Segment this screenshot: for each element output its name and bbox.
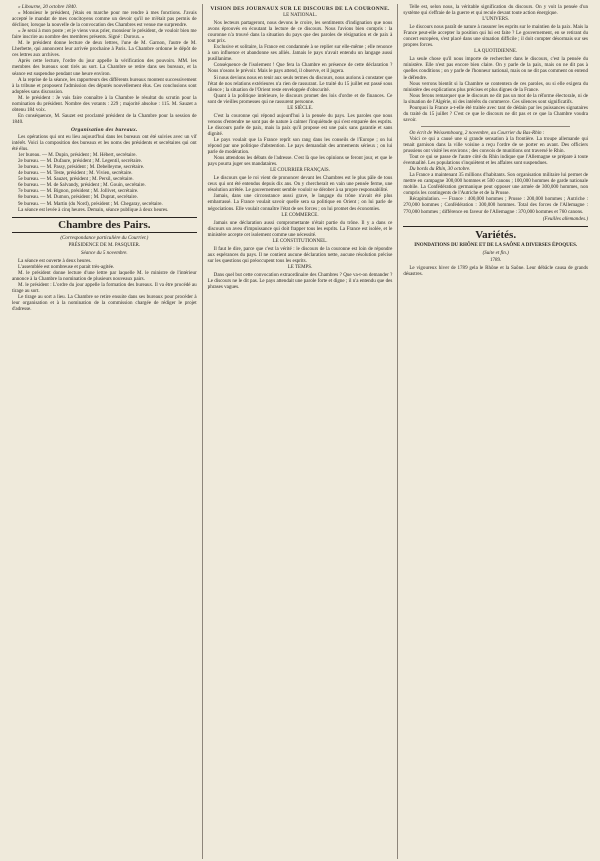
paragraph: Jamais, dans une circonstance aussi grave, le langage du trône n'avait été plus embarrassé. La France voulait savoir quelle sera sa politique en Orient ; on lui parle de négociations. Elle voulait connaître l'état de ses forces ; on lui promet des économies. (207, 193, 393, 212)
section-heading-bureaux: Organisation des bureaux. (71, 126, 138, 133)
chambre-subtitle: (Correspondance particulière du Courrier.) (60, 234, 149, 241)
paragraph: La séance est ouverte à deux heures. (18, 257, 92, 264)
section-heading-vision: VISION DES JOURNAUX SUR LE DISCOURS DE LA COURONNE. (210, 6, 390, 12)
paragraph: Quant à la politique intérieure, le discours promet des lois d'ordre et de finances. Ce sont de vieilles promesses qui ne rassurent personne. (207, 92, 393, 105)
paragraph: M. le président donne lecture d'une lettre par laquelle M. le ministre de l'intérieur annonce à la Chambre la nomination de plusieurs nouveaux pairs. (12, 269, 197, 282)
bureau-line: 9e bureau. — M. Martin (du Nord), président ; M. Chegaray, secrétaire. (18, 200, 163, 207)
newspaper-name: LE NATIONAL. (283, 13, 317, 19)
paragraph: Le pays voulait que la France reprît son rang dans les conseils de l'Europe ; on lui répond par une politique d'abstention. Le pays demandait des armements sérieux ; on lui parle de modération. (207, 136, 393, 156)
seance-date: Séance du 5 novembre. (81, 249, 128, 256)
paragraph: La seule chose qu'il nous importe de rechercher dans le discours, c'est la pensée du ministère. Elle n'est pas encore bien claire. On y parle de la paix, mais on ne dit pas à quelles conditions ; on y parle de l'honneur national, mais on ne dit pas comment on entend le défendre. (403, 56, 589, 81)
paragraph: C'est la couronne qui répond aujourd'hui à la pensée du pays. Les paroles que nous venons d'entendre ne sont pas de nature à calmer l'inquiétude qui s'est emparée des esprits. Le discours parle de paix, mais la paix qu'il propose est une paix sans garantie et sans dignité. (207, 112, 393, 137)
chambre-des-pairs-title: Chambre des Pairs. (12, 217, 197, 233)
divider (421, 126, 570, 127)
varietes-subtitle: INONDATIONS DU RHÔNE ET DE LA SAÔNE A DIVERSES ÉPOQUES. (414, 242, 578, 248)
paragraph: Voici ce qui a causé une si grande sensation à la frontière. La troupe allemande qui tenait garnison dans la ville voisine a reçu l'ordre de se porter en avant. Des officiers prussiens ont visité les environs ; des convois de munitions ont traversé le Rhin. (403, 135, 589, 155)
newspaper-name: LE SIÈCLE. (287, 105, 313, 111)
letter-dateline: « Libourne, 20 octobre 1840. (18, 4, 77, 10)
paragraph: M. le président : L'ordre du jour appelle la formation des bureaux. Il va être procédé au tirage au sort. (12, 281, 197, 294)
paragraph: Nous attendons les débats de l'adresse. C'est là que les opinions se feront jour, et que le pays pourra juger ses mandataires. (207, 155, 393, 168)
paragraph: Jamais une déclaration aussi compromettante n'était partie du trône. Il y a dans ce discours un aveu d'impuissance qui doit frapper tous les esprits. La France est isolée, et le ministère accepte cet isolement comme une nécessité. (207, 219, 393, 238)
paragraph: La France a maintenant 35 millions d'habitants. Son organisation militaire lui permet de mettre en campagne 300,000 hommes et 500 canons ; 100,000 hommes de garde nationale mobile. La Confédération germanique peut opposer une armée de 300,000 hommes, non compris les contingents de l'Autriche et de la Prusse. (403, 172, 589, 197)
paragraph: « Monsieur le président, j'étais en marche pour me rendre à mes fonctions. J'avais accepté le mandat de mes concitoyens comme un devoir qu'il ne m'était pas permis de décliner, lorsque la nouvelle de la convocation des Chambres est venue me surprendre. (12, 10, 197, 29)
paragraph: Le vigoureux hiver de 1789 gela le Rhône et la Saône. Leur débâcle causa de grands désastres. (403, 264, 589, 277)
paragraph: Le discours nous paraît de nature à rassurer les esprits sur le maintien de la paix. Mais la France peut-elle accepter la position qui lui est faite ? Le gouvernement, en se retirant du concert européen, s'est placé dans une situation difficile ; il doit compter désormais sur ses propres forces. (403, 24, 589, 49)
varietes-suite: (Suite et fin.) (482, 249, 509, 256)
paragraph: En conséquence, M. Sauzet est proclamé président de la Chambre pour la session de 1840. (12, 112, 197, 125)
column-3 (397, 4, 593, 859)
paragraph: M. le président : Je vais faire connaître à la Chambre le résultat du scrutin pour la nomination du président. Nombre des votants : 229 ; majorité absolue : 115. M. Sauzet a obtenu 184 voix. (12, 94, 197, 113)
source-signature: (Feuilles allemandes.) (542, 215, 589, 222)
newspaper-name: LE COURRIER FRANÇAIS. (270, 168, 330, 174)
paragraph: Le tirage au sort a lieu. La Chambre se retire ensuite dans ses bureaux pour procéder à leur organisation et à la nomination de la commission chargée de rédiger le projet d'adresse. (12, 294, 197, 313)
newspaper-name: L'UNIVERS. (482, 17, 510, 23)
paragraph: M. le président donne lecture de deux lettres, l'une de M. Garnon, l'autre de M. Lherbette, qui annoncent leur arrivée prochaine à Paris. La Chambre ordonne le dépôt de ces lettres aux archives. (12, 40, 197, 59)
bureau-line: 2e bureau. — M. Dufaure, président ; M. Legentil, secrétaire. (18, 158, 143, 165)
paragraph: « Je serai à mon poste ; et je viens vous prier, monsieur le président, de vouloir bien me faire inscrire au nombre des membres présents. Signé : Duroux. » (12, 28, 197, 41)
bureau-line: 4e bureau. — M. Teste, président ; M. Vivien, secrétaire. (18, 170, 133, 177)
newspaper-name: LE TEMPS. (287, 264, 313, 270)
newspaper-name: LE CONSTITUTIONNEL. (272, 238, 328, 244)
paragraph: Si nous devions nous en tenir aux seuls termes du discours, nous aurions à constater que l'état de nos relations extérieures n'a rien de rassurant. Le traité du 15 juillet est passé sous silence ; la situation de l'Orient reste enveloppée d'obscurité. (207, 74, 393, 93)
paragraph: A la reprise de la séance, les rapporteurs des différents bureaux montent successivement à la tribune et proposent l'admission des députés nouvellement élus. Ces conclusions sont adoptées sans discussion. (12, 76, 197, 95)
column-1 (7, 4, 202, 859)
varietes-title: Variétés. (403, 226, 588, 241)
varietes-year: 1789. (490, 257, 502, 263)
paragraph: Récapitulation. — France : 400,000 hommes ; Prusse : 200,000 hommes ; Autriche : 270,000 hommes ; Confédération : 300,000 hommes. Total des forces de l'Allemagne : 770,000 hommes ; différence en faveur de l'Allemagne : 370,000 hommes et 760 canons. (403, 196, 589, 215)
paragraph: Nos lecteurs partageront, nous devons le croire, les sentiments d'indignation que nous avons éprouvés en écoutant la lecture de ce discours. Nous l'avions bien compris : la couronne n'a trouvé dans la situation du pays que des paroles de résignation et de paix à tout prix. (207, 20, 393, 45)
bureau-line: 7e bureau. — M. Bignon, président ; M. Jollivet, secrétaire. (18, 188, 139, 195)
presidence-line: PRÉSIDENCE DE M. PASQUIER. (68, 242, 141, 248)
bureau-line: 1er bureau. — M. Dupin, président ; M. Hébert, secrétaire. (18, 152, 137, 159)
paragraph: Exclusive et solitaire, la France est condamnée à se replier sur elle-même ; elle renonce à son influence et abandonne ses alliés. Jamais le pays n'avait entendu un langage aussi pusillanime. (207, 44, 393, 63)
paragraph: Telle est, selon nous, la véritable signification du discours. On y voit la pensée d'un système qui s'effraie de la guerre et qui recule devant toute action énergique. (403, 4, 589, 17)
bureau-line: 5e bureau. — M. Sauzet, président ; M. Persil, secrétaire. (18, 176, 134, 183)
column-2 (202, 4, 398, 859)
dateline: Du bords du Rhin, 30 octobre. (409, 166, 471, 173)
paragraph: Conséquence de l'isolement ! Que fera la Chambre en présence de cette déclaration ? Nous n'osons le prévoir. Mais le pays attend, il observe, et il jugera. (207, 62, 393, 75)
paragraph: Tout ce qui se passe de l'autre côté du Rhin indique que l'Allemagne se prépare à toute éventualité. Les populations s'inquiètent et les affaires sont suspendues. (403, 154, 589, 167)
paragraph: La séance est levée à cinq heures. Demain, séance publique à deux heures. (18, 206, 169, 213)
paragraph: Il faut le dire, parce que c'est la vérité : le discours de la couronne est loin de répondre aux espérances du pays. Il ne contient aucune déclaration nette, aucune résolution précise sur les questions qui préoccupent tous les esprits. (207, 245, 393, 264)
paragraph: Nous ferons remarquer que le discours ne dit pas un mot de la réforme électorale, ni de la situation de l'Algérie, ni des intérêts du commerce. Ces silences sont significatifs. (403, 92, 589, 105)
paragraph: Le discours que le roi vient de prononcer devant les Chambres est le plus pâle de tous ceux qui ont été entendus depuis dix ans. On y chercherait en vain une pensée ferme, une résolution arrêtée. Le gouvernement semble vouloir se dérober à sa propre responsabilité. (207, 175, 393, 194)
paragraph: Pourquoi la France a-t-elle été traitée avec tant de dédain par les puissances signataires du traité du 15 juillet ? C'est ce que le discours ne dit pas et ce que la Chambre voudra savoir. (403, 104, 589, 123)
paragraph: Les opérations qui ont eu lieu aujourd'hui dans les bureaux ont été suivies avec un vif intérêt. Voici la composition des bureaux et les noms des présidents et secrétaires qui ont été élus. (12, 133, 197, 153)
bureau-line: 6e bureau. — M. de Salvandy, président ; M. Gouin, secrétaire. (18, 182, 146, 189)
paragraph: Nous verrons bientôt si la Chambre se contentera de ces paroles, ou si elle exigera du ministère des explications plus précises et plus dignes de la France. (403, 80, 589, 93)
bureau-line: 3e bureau. — M. Passy, président ; M. Debelleyme, secrétaire. (18, 164, 145, 171)
paragraph: Dans quel but cette convocation extraordinaire des Chambres ? Que va-t-on demander ? Le discours ne le dit pas. Le pays attendait une parole forte et digne ; il n'a entendu que des phrases vagues. (207, 271, 393, 291)
dateline: On écrit de Weissembourg, 2 novembre, au Courrier du Bas-Rhin : (409, 129, 545, 136)
paragraph: Après cette lecture, l'ordre du jour appelle la vérification des pouvoirs. MM. les membres des bureaux sont tirés au sort. La Chambre se retire dans ses bureaux, et la séance est suspendue pendant une heure environ. (12, 58, 197, 77)
paragraph: L'assemblée est nombreuse et parait très-agitée. (18, 263, 115, 270)
newspaper-name: LE COMMERCE. (281, 212, 319, 218)
bureau-line: 8e bureau. — M. Dumon, président ; M. Duprat, secrétaire. (18, 194, 138, 201)
newspaper-name: LA QUOTIDIENNE. (474, 49, 518, 55)
